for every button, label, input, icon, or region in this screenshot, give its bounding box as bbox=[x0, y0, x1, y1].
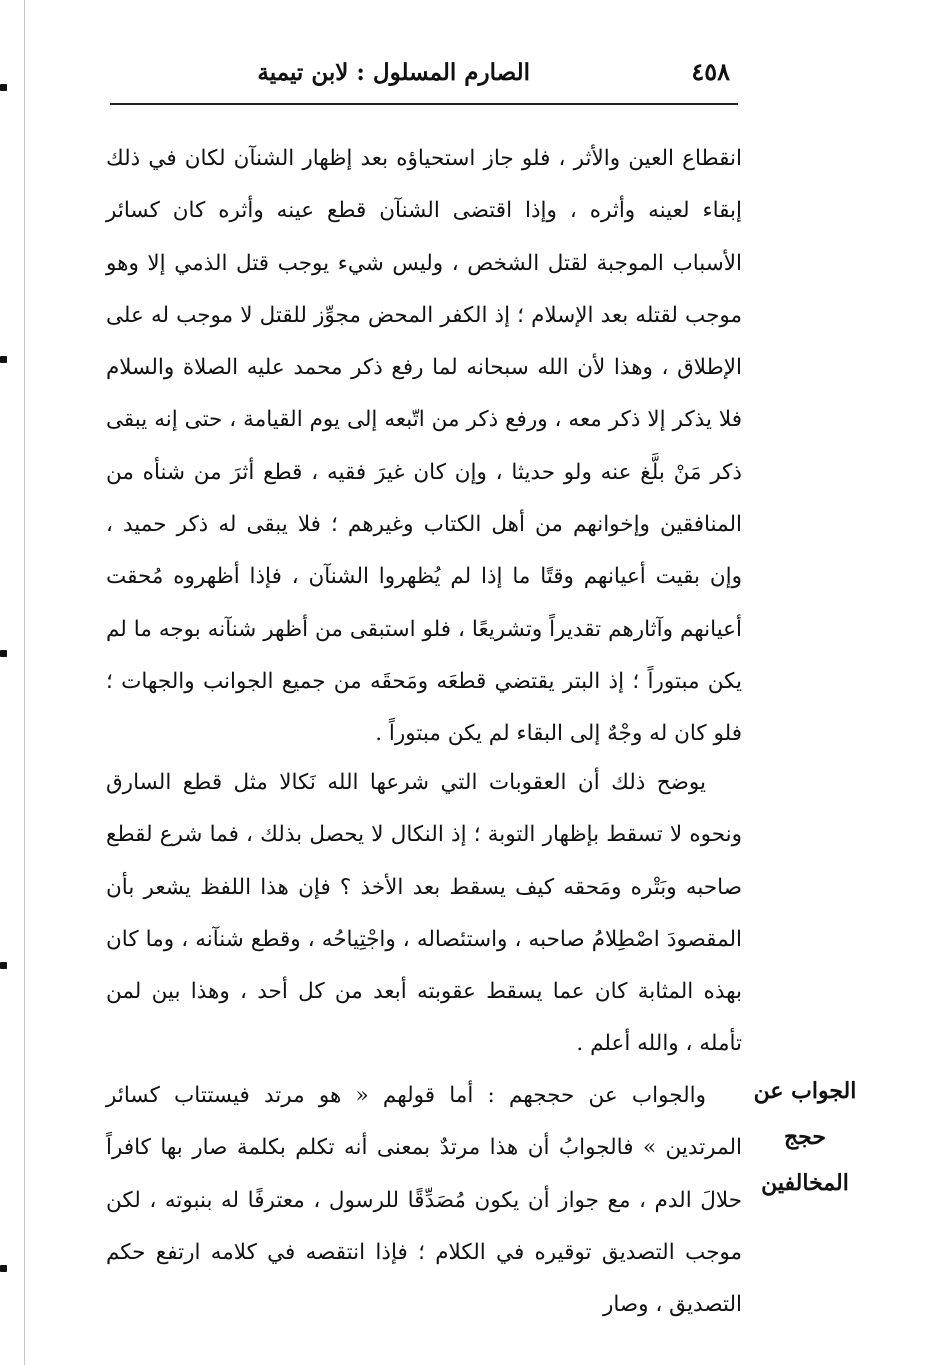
page-edge-line bbox=[24, 0, 25, 1365]
margin-mark bbox=[0, 84, 7, 91]
paragraph-1: انقطاع العين والأثر ، فلو جاز استحياؤه بعد إظهار الشنآن لكان في ذلك إبقاء لعينه وأثره ، وإذا اقتضى الشنآن قطع عينه وأثره كان كسائر الأسباب الموجبة لقتل الشخص ، وليس شيء يوجب قتل الذمي إلا وهو موجب لقتله بعد الإسلام ؛ إذ الكفر المحض مجوِّز للقتل لا موجب له على الإطلاق ، وهذا لأن الله سبحانه لما رفع ذكر محمد عليه الصلاة والسلام فلا يذكر إلا ذكر معه ، ورفع ذكر من اتّبعه إلى يوم القيامة ، حتى إنه يبقى ذكر مَنْ بلَّغ عنه ولو حديثا ، وإن كان غيرَ فقيه ، قطع أثرَ من شنأه من المنافقين وإخوانهم من أهل الكتاب وغيرهم ؛ فلا يبقى له ذكر حميد ، وإن بقيت أعيانهم وقتًا ما إذا لم يُظهروا الشنآن ، فإذا أظهروه مُحقت أعيانهم وآثارهم تقديراً وتشريعًا ، فلو استبقى من أظهر شنآنه بوجه ما لم يكن مبتوراً ؛ إذ البتر يقتضي قطعَه ومَحقَه من جميع الجوانب والجهات ؛ فلو كان له وجْهٌ إلى البقاء لم يكن مبتوراً . bbox=[106, 146, 742, 747]
margin-mark bbox=[0, 356, 7, 363]
page-number: ٤٥٨ bbox=[691, 57, 730, 86]
running-title: الصارم المسلول : لابن تيمية bbox=[257, 59, 530, 86]
side-heading: الجواب عن حجج المخالفين bbox=[753, 1078, 857, 1196]
page-header bbox=[110, 55, 738, 107]
paragraph-2: يوضح ذلك أن العقوبات التي شرعها الله نَكالا مثل قطع السارق ونحوه لا تسقط بإظهار التوبة ؛ إذ النكال لا يحصل بذلك ، فما شرع لقطع صاحبه وبَتْره ومَحقه كيف يسقط بعد الأخذ ؟ فإن هذا اللفظ يشعر بأن المقصودَ اصْطِلامُ صاحبه ، واستئصاله ، واجْتِياحُه ، وقطع شنآنه ، وما كان بهذه المثابة كان عما يسقط عقوبته أبعد من كل أحد ، وهذا بين لمن تأمله ، والله أعلم . bbox=[106, 770, 742, 1057]
paragraph-3: والجواب عن حججهم : أما قولهم « هو مرتد فيستتاب كسائر المرتدين » فالجوابُ أن هذا مرتدٌ بمعنى أنه تكلم بكلمة صار بها كافراً حلالَ الدم ، مع جواز أن يكون مُصَدِّقًا للرسول ، معترفًا له بنبوته ، لكن موجب التصديق توقيره في الكلام ؛ فإذا انتقصه في كلامه ارتفع حكم التصديق ، وصار bbox=[106, 1083, 742, 1318]
margin-mark bbox=[0, 962, 7, 969]
margin-mark bbox=[0, 1265, 7, 1272]
header-rule bbox=[110, 103, 738, 105]
margin-mark bbox=[0, 650, 7, 657]
